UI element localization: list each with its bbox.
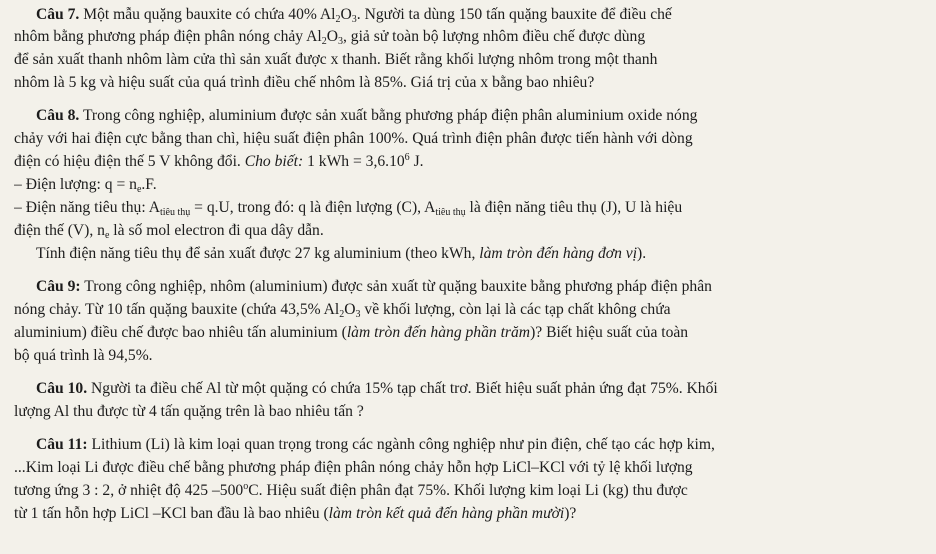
q9-line-3: aluminium) điều chế được bao nhiêu tấn aluminium (làm tròn đến hàng phần trăm)? Biết hiệu suất của toàn xyxy=(14,324,689,341)
q9-line-4: bộ quá trình là 94,5%. xyxy=(14,347,153,364)
q11-label: Câu 11: xyxy=(36,436,88,453)
q10-line-2: lượng Al thu được từ 4 tấn quặng trên là bao nhiêu tấn ? xyxy=(14,403,364,420)
q7-line-2: nhôm bằng phương pháp điện phân nóng chảy $Al_2O_3$, giả sử toàn bộ lượng nhôm điều chế được dùng xyxy=(14,28,646,47)
q8-line-3: điện có hiệu điện thế 5 V không đổi. Cho biết: 1 kWh = $3,6.10^6$ J. xyxy=(14,152,424,170)
q8-line-2: chảy với hai điện cực bằng than chì, hiệu suất điện phân 100%. Quá trình điện phân được tiến hành với dòng xyxy=(14,130,693,147)
q7-line-4: nhôm là 5 kg và hiệu suất của quá trình điều chế nhôm là 85%. Giá trị của x bằng bao nhiêu? xyxy=(14,74,595,91)
q7-line-1: Câu 7. Một mẫu quặng bauxite có chứa 40% $Al_2O_3$. Người ta dùng 150 tấn quặng bauxite để điều chế xyxy=(36,6,672,25)
q11-line-3: tương ứng 3 : 2, ở nhiệt độ 425 –500$^o$C. Hiệu suất điện phân đạt 75%. Khối lượng kim loại Li (kg) thu được xyxy=(14,481,688,499)
q11-line-2: ...Kim loại Li được điều chế bằng phương pháp điện phân nóng chảy hỗn hợp LiCl–KCl với tỷ lệ khối lượng xyxy=(14,459,693,476)
q8-line-1: Câu 8. Trong công nghiệp, aluminium được sản xuất bằng phương pháp điện phân aluminium oxide nóng xyxy=(36,107,698,124)
q7-label: Câu 7. xyxy=(36,6,80,23)
q10-line-1: Câu 10. Người ta điều chế Al từ một quặng có chứa 15% tạp chất trơ. Biết hiệu suất phản ứng đạt 75%. Khối xyxy=(36,380,718,397)
q8-line-4: – Điện lượng: $q = n_e.F$. xyxy=(14,176,157,195)
q8-line-7: Tính điện năng tiêu thụ để sản xuất được 27 kg aluminium (theo kWh, làm tròn đến hàng đơn vị). xyxy=(36,245,647,262)
q11-line-1: Câu 11: Lithium (Li) là kim loại quan trọng trong các ngành công nghiệp như pin điện, chế tạo các hợp kim, xyxy=(36,436,715,453)
q10-label: Câu 10. xyxy=(36,380,88,397)
q8-label: Câu 8. xyxy=(36,107,80,124)
q8-line-6: điện thế (V), $n_e$ là số mol electron đi qua dây dẫn. xyxy=(14,222,324,241)
q11-line-4: từ 1 tấn hỗn hợp LiCl –KCl ban đầu là bao nhiêu (làm tròn kết quả đến hàng phần mười)? xyxy=(14,505,577,522)
q8-line-5: – Điện năng tiêu thụ: $A_{tiêu thụ} = q.U$, trong đó: q là điện lượng (C), $A_{tiêu thụ}$ là điện năng tiêu thụ (J), U là hiệu xyxy=(14,199,683,218)
q9-label: Câu 9: xyxy=(36,278,81,295)
q9-line-2: nóng chảy. Từ 10 tấn quặng bauxite (chứa 43,5% $Al_2O_3$ về khối lượng, còn lại là các tạp chất không chứa xyxy=(14,301,671,320)
q7-line-3: để sản xuất thanh nhôm làm cửa thì sản xuất được x thanh. Biết rằng khối lượng nhôm trong một thanh xyxy=(14,51,658,68)
q9-line-1: Câu 9: Trong công nghiệp, nhôm (aluminium) được sản xuất từ quặng bauxite bằng phương pháp điện phân xyxy=(36,278,712,295)
